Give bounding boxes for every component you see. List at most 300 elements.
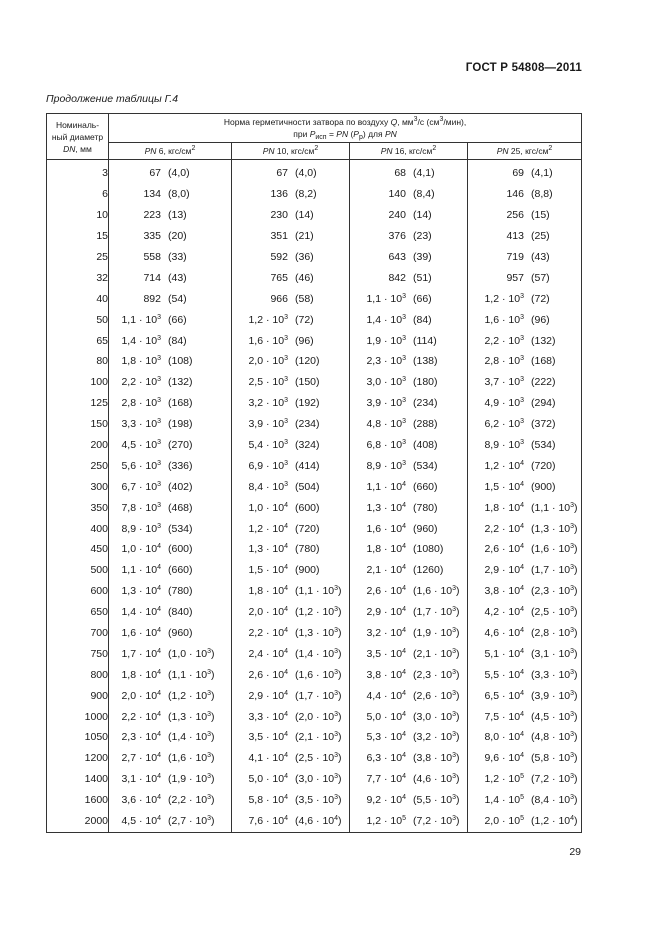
flow-cm3-value: (4,1) xyxy=(531,167,553,180)
flow-cm3-value: $(2,3 \cdot 10^3)$ xyxy=(413,668,460,681)
flow-mm3-value: $2,2 \cdot 10^3$ xyxy=(121,376,161,389)
flow-cm3-value: $(3,5 \cdot 10^3)$ xyxy=(295,794,342,807)
flow-mm3-value: $1,2 \cdot 10^3$ xyxy=(484,292,524,305)
flow-mm3-value: $3,5 \cdot 10^4$ xyxy=(366,647,406,660)
flow-mm3-value: $1,5 \cdot 10^4$ xyxy=(248,564,288,577)
value-cell xyxy=(232,226,350,247)
flow-mm3-value: $1,4 \cdot 10^3$ xyxy=(366,313,406,326)
value-cell xyxy=(468,602,582,623)
flow-cm3-value: (372) xyxy=(531,418,556,431)
value-cell xyxy=(468,769,582,790)
value-cell xyxy=(468,351,582,372)
value-cell xyxy=(350,790,468,811)
value-cell xyxy=(232,309,350,330)
value-cell xyxy=(468,435,582,456)
flow-mm3-value: $1,9 \cdot 10^3$ xyxy=(366,334,406,347)
value-cell xyxy=(232,727,350,748)
flow-mm3-value: 230 xyxy=(270,209,288,222)
flow-cm3-value: $(1,6 \cdot 10^3)$ xyxy=(295,668,342,681)
flow-mm3-value: 240 xyxy=(388,209,406,222)
page-number: 29 xyxy=(569,846,581,858)
flow-mm3-value: $4,1 \cdot 10^4$ xyxy=(248,752,288,765)
flow-mm3-value: $4,5 \cdot 10^4$ xyxy=(121,815,161,828)
flow-mm3-value: $1,0 \cdot 10^4$ xyxy=(248,501,288,514)
flow-cm3-value: (504) xyxy=(295,480,320,493)
value-cell xyxy=(109,643,232,664)
flow-mm3-value: $3,2 \cdot 10^3$ xyxy=(248,397,288,410)
flow-cm3-value: $(2,8 \cdot 10^3)$ xyxy=(531,627,578,640)
flow-cm3-value: $(2,6 \cdot 10^3)$ xyxy=(413,689,460,702)
flow-mm3-value: $8,9 \cdot 10^3$ xyxy=(366,459,406,472)
flow-mm3-value: $7,6 \cdot 10^4$ xyxy=(248,815,288,828)
flow-mm3-value: 223 xyxy=(143,209,161,222)
flow-mm3-value: $2,3 \cdot 10^3$ xyxy=(366,355,406,368)
table-row xyxy=(47,518,582,539)
table-row xyxy=(47,748,582,769)
flow-mm3-value: $3,3 \cdot 10^3$ xyxy=(121,418,161,431)
flow-mm3-value: $6,8 \cdot 10^3$ xyxy=(366,439,406,452)
flow-cm3-value: (960) xyxy=(413,522,438,535)
value-cell xyxy=(350,560,468,581)
table-row xyxy=(47,769,582,790)
flow-cm3-value: (180) xyxy=(413,376,438,389)
table-row xyxy=(47,455,582,476)
flow-cm3-value: (33) xyxy=(168,251,187,263)
value-cell xyxy=(109,351,232,372)
flow-mm3-value: $4,4 \cdot 10^4$ xyxy=(366,689,406,702)
flow-mm3-value: $4,8 \cdot 10^3$ xyxy=(366,418,406,431)
value-cell xyxy=(109,226,232,247)
value-cell xyxy=(232,811,350,832)
flow-mm3-value: $2,0 \cdot 10^5$ xyxy=(484,815,524,828)
value-cell xyxy=(109,435,232,456)
flow-mm3-value: $6,2 \cdot 10^3$ xyxy=(484,418,524,431)
table-row xyxy=(47,602,582,623)
value-cell xyxy=(109,163,232,184)
flow-mm3-value: $2,1 \cdot 10^4$ xyxy=(366,564,406,577)
flow-mm3-value: 592 xyxy=(270,251,288,263)
value-cell xyxy=(350,435,468,456)
flow-cm3-value: $(3,2 \cdot 10^3)$ xyxy=(413,731,460,744)
value-cell xyxy=(232,393,350,414)
flow-cm3-value: $(4,6 \cdot 10^3)$ xyxy=(413,773,460,786)
value-cell xyxy=(109,247,232,268)
table-row xyxy=(47,205,582,226)
flow-cm3-value: (324) xyxy=(295,439,320,452)
flow-mm3-value: $1,6 \cdot 10^3$ xyxy=(484,313,524,326)
flow-cm3-value: (534) xyxy=(168,522,193,535)
dn-cell: 50 xyxy=(47,309,109,330)
flow-mm3-value: $1,2 \cdot 10^4$ xyxy=(248,522,288,535)
flow-cm3-value: $(1,2 \cdot 10^4)$ xyxy=(531,815,578,828)
flow-cm3-value: (108) xyxy=(168,355,193,368)
value-cell xyxy=(109,727,232,748)
value-cell xyxy=(109,623,232,644)
value-cell xyxy=(109,706,232,727)
flow-mm3-value: $6,3 \cdot 10^4$ xyxy=(366,752,406,765)
value-cell xyxy=(350,497,468,518)
flow-mm3-value: 351 xyxy=(270,230,288,243)
flow-cm3-value: (414) xyxy=(295,459,320,472)
flow-cm3-value: (114) xyxy=(413,334,437,347)
flow-mm3-value: $5,0 \cdot 10^4$ xyxy=(248,773,288,786)
flow-cm3-value: (900) xyxy=(531,480,556,493)
table-row xyxy=(47,497,582,518)
flow-cm3-value: (58) xyxy=(295,292,314,305)
column-header-pn10: PN 10, кгс/$см^2$ xyxy=(232,143,350,160)
flow-mm3-value: $1,8 \cdot 10^4$ xyxy=(121,668,161,681)
flow-cm3-value: (168) xyxy=(168,397,193,410)
table-row xyxy=(47,184,582,205)
dn-cell: 700 xyxy=(47,623,109,644)
table-row xyxy=(47,414,582,435)
flow-cm3-value: (96) xyxy=(531,313,550,326)
flow-cm3-value: (14) xyxy=(295,209,314,222)
flow-mm3-value: 69 xyxy=(512,167,524,180)
value-cell xyxy=(232,184,350,205)
value-cell xyxy=(468,476,582,497)
value-cell xyxy=(468,226,582,247)
flow-cm3-value: (4,1) xyxy=(413,167,435,180)
flow-cm3-value: (8,2) xyxy=(295,188,317,201)
flow-mm3-value: $6,9 \cdot 10^3$ xyxy=(248,459,288,472)
flow-mm3-value: $2,8 \cdot 10^3$ xyxy=(121,397,161,410)
flow-cm3-value: $(5,5 \cdot 10^3)$ xyxy=(413,794,460,807)
flow-cm3-value: (138) xyxy=(413,355,438,368)
value-cell xyxy=(350,226,468,247)
flow-cm3-value: $(1,1 \cdot 10^3)$ xyxy=(531,501,578,514)
flow-cm3-value: (960) xyxy=(168,627,193,640)
flow-mm3-value: 558 xyxy=(143,251,161,263)
table-row xyxy=(47,309,582,330)
flow-cm3-value: (720) xyxy=(531,459,556,472)
flow-mm3-value: $6,5 \cdot 10^4$ xyxy=(484,689,524,702)
table-row xyxy=(47,435,582,456)
value-cell xyxy=(468,643,582,664)
flow-cm3-value: $(1,1 \cdot 10^3)$ xyxy=(168,668,215,681)
table-row xyxy=(47,727,582,748)
dn-cell: 40 xyxy=(47,288,109,309)
flow-mm3-value: $8,0 \cdot 10^4$ xyxy=(484,731,524,744)
table-caption: Продолжение таблицы Г.4 xyxy=(46,93,179,105)
value-cell xyxy=(109,560,232,581)
dn-cell: 900 xyxy=(47,685,109,706)
flow-mm3-value: $4,5 \cdot 10^3$ xyxy=(121,439,161,452)
flow-mm3-value: $2,2 \cdot 10^4$ xyxy=(484,522,524,535)
dn-cell: 1000 xyxy=(47,706,109,727)
value-cell xyxy=(468,309,582,330)
flow-cm3-value: $(1,7 \cdot 10^3)$ xyxy=(413,606,460,619)
value-cell xyxy=(109,790,232,811)
table-row xyxy=(47,581,582,602)
value-cell xyxy=(468,184,582,205)
value-cell xyxy=(350,163,468,184)
flow-mm3-value: $2,0 \cdot 10^3$ xyxy=(248,355,288,368)
flow-mm3-value: $2,7 \cdot 10^4$ xyxy=(121,752,161,765)
flow-cm3-value: (14) xyxy=(413,209,432,222)
value-cell xyxy=(109,267,232,288)
table-row xyxy=(47,163,582,184)
flow-cm3-value: (72) xyxy=(295,313,314,326)
flow-cm3-value: $(1,4 \cdot 10^3)$ xyxy=(295,647,342,660)
flow-cm3-value: (8,0) xyxy=(168,188,190,201)
flow-cm3-value: $(3,0 \cdot 10^3)$ xyxy=(295,773,342,786)
flow-cm3-value: (23) xyxy=(413,230,432,243)
flow-cm3-value: $(1,6 \cdot 10^3)$ xyxy=(168,752,215,765)
value-cell xyxy=(232,560,350,581)
flow-mm3-value: 719 xyxy=(506,251,524,263)
flow-mm3-value: $2,2 \cdot 10^4$ xyxy=(248,627,288,640)
value-cell xyxy=(350,539,468,560)
table-row xyxy=(47,247,582,268)
flow-mm3-value: 136 xyxy=(270,188,288,201)
flow-cm3-value: (840) xyxy=(168,606,193,619)
flow-cm3-value: (600) xyxy=(295,501,320,514)
flow-mm3-value: 134 xyxy=(143,188,161,201)
flow-cm3-value: (780) xyxy=(295,543,320,556)
dn-cell: 65 xyxy=(47,330,109,351)
value-cell xyxy=(350,518,468,539)
value-cell xyxy=(350,309,468,330)
dn-cell: 1050 xyxy=(47,727,109,748)
dn-cell: 2000 xyxy=(47,811,109,832)
flow-mm3-value: $4,2 \cdot 10^4$ xyxy=(484,606,524,619)
flow-cm3-value: $(4,5 \cdot 10^3)$ xyxy=(531,710,578,723)
flow-cm3-value: (222) xyxy=(531,376,556,389)
value-cell xyxy=(232,435,350,456)
flow-mm3-value: 140 xyxy=(388,188,406,201)
value-cell xyxy=(350,247,468,268)
value-cell xyxy=(468,163,582,184)
dn-cell: 100 xyxy=(47,372,109,393)
value-cell xyxy=(232,581,350,602)
dn-cell: 800 xyxy=(47,664,109,685)
flow-cm3-value: (900) xyxy=(295,564,320,577)
flow-mm3-value: $1,8 \cdot 10^3$ xyxy=(121,355,161,368)
flow-cm3-value: (54) xyxy=(168,292,187,305)
flow-cm3-value: $(1,2 \cdot 10^3)$ xyxy=(168,689,215,702)
value-cell xyxy=(468,205,582,226)
value-cell xyxy=(232,790,350,811)
flow-cm3-value: (600) xyxy=(168,543,193,556)
value-cell xyxy=(232,455,350,476)
value-cell xyxy=(350,706,468,727)
flow-cm3-value: (234) xyxy=(413,397,438,410)
value-cell xyxy=(468,247,582,268)
flow-mm3-value: $3,7 \cdot 10^3$ xyxy=(484,376,524,389)
value-cell xyxy=(468,811,582,832)
table-row xyxy=(47,539,582,560)
flow-mm3-value: $5,5 \cdot 10^4$ xyxy=(484,668,524,681)
table-row xyxy=(47,267,582,288)
value-cell xyxy=(232,664,350,685)
flow-mm3-value: $3,2 \cdot 10^4$ xyxy=(366,627,406,640)
value-cell xyxy=(350,184,468,205)
flow-cm3-value: $(7,2 \cdot 10^3)$ xyxy=(531,773,578,786)
value-cell xyxy=(109,205,232,226)
flow-mm3-value: $1,4 \cdot 10^4$ xyxy=(121,606,161,619)
flow-mm3-value: $1,2 \cdot 10^3$ xyxy=(248,313,288,326)
flow-mm3-value: 842 xyxy=(388,271,406,284)
flow-cm3-value: (72) xyxy=(531,292,550,305)
flow-cm3-value: $(3,9 \cdot 10^3)$ xyxy=(531,689,578,702)
dn-cell: 6 xyxy=(47,184,109,205)
flow-cm3-value: (132) xyxy=(531,334,556,347)
value-cell xyxy=(350,414,468,435)
flow-cm3-value: (120) xyxy=(295,355,320,368)
value-cell xyxy=(109,414,232,435)
value-cell xyxy=(109,685,232,706)
flow-cm3-value: $(2,5 \cdot 10^3)$ xyxy=(531,606,578,619)
flow-cm3-value: (402) xyxy=(168,480,193,493)
flow-mm3-value: 68 xyxy=(394,167,406,180)
flow-cm3-value: (13) xyxy=(168,209,187,222)
value-cell xyxy=(350,581,468,602)
value-cell xyxy=(468,497,582,518)
value-cell xyxy=(232,769,350,790)
column-header-pn6: PN 6, кгс/$см^2$ xyxy=(109,143,232,160)
flow-cm3-value: $(1,3 \cdot 10^3)$ xyxy=(531,522,578,535)
flow-cm3-value: (660) xyxy=(168,564,193,577)
flow-mm3-value: $3,8 \cdot 10^4$ xyxy=(366,668,406,681)
flow-cm3-value: (192) xyxy=(295,397,320,410)
value-cell xyxy=(468,539,582,560)
value-cell xyxy=(350,664,468,685)
flow-cm3-value: (1260) xyxy=(413,564,444,577)
value-cell xyxy=(468,393,582,414)
value-cell xyxy=(350,455,468,476)
flow-cm3-value: (780) xyxy=(168,585,193,598)
flow-cm3-value: $(5,8 \cdot 10^3)$ xyxy=(531,752,578,765)
flow-mm3-value: $8,4 \cdot 10^3$ xyxy=(248,480,288,493)
value-cell xyxy=(232,330,350,351)
value-cell xyxy=(109,539,232,560)
flow-mm3-value: $2,6 \cdot 10^4$ xyxy=(484,543,524,556)
dn-cell: 250 xyxy=(47,455,109,476)
flow-cm3-value: $(2,7 \cdot 10^3)$ xyxy=(168,815,215,828)
flow-mm3-value: $2,5 \cdot 10^3$ xyxy=(248,376,288,389)
flow-cm3-value: (294) xyxy=(531,397,556,410)
flow-cm3-value: (84) xyxy=(413,313,432,326)
flow-mm3-value: $1,3 \cdot 10^4$ xyxy=(248,543,288,556)
value-cell xyxy=(350,205,468,226)
value-cell xyxy=(350,685,468,706)
table-row xyxy=(47,790,582,811)
value-cell xyxy=(350,811,468,832)
dn-cell: 500 xyxy=(47,560,109,581)
value-cell xyxy=(232,205,350,226)
value-cell xyxy=(109,330,232,351)
dn-cell: 1200 xyxy=(47,748,109,769)
flow-mm3-value: $2,9 \cdot 10^4$ xyxy=(248,689,288,702)
value-cell xyxy=(468,560,582,581)
dn-cell: 400 xyxy=(47,518,109,539)
flow-mm3-value: $1,0 \cdot 10^4$ xyxy=(121,543,161,556)
value-cell xyxy=(109,602,232,623)
flow-cm3-value: $(3,1 \cdot 10^3)$ xyxy=(531,647,578,660)
value-cell xyxy=(350,476,468,497)
flow-cm3-value: $(1,1 \cdot 10^3)$ xyxy=(295,585,342,598)
value-cell xyxy=(109,518,232,539)
flow-mm3-value: $5,6 \cdot 10^3$ xyxy=(121,459,161,472)
dn-cell: 15 xyxy=(47,226,109,247)
flow-cm3-value: $(3,0 \cdot 10^3)$ xyxy=(413,710,460,723)
flow-cm3-value: $(4,6 \cdot 10^4)$ xyxy=(295,815,342,828)
value-cell xyxy=(232,163,350,184)
flow-mm3-value: $1,3 \cdot 10^4$ xyxy=(366,501,406,514)
dn-cell: 32 xyxy=(47,267,109,288)
value-cell xyxy=(468,790,582,811)
value-cell xyxy=(109,581,232,602)
flow-mm3-value: $4,6 \cdot 10^4$ xyxy=(484,627,524,640)
dn-cell: 1400 xyxy=(47,769,109,790)
flow-mm3-value: $1,7 \cdot 10^4$ xyxy=(121,647,161,660)
value-cell xyxy=(232,539,350,560)
flow-cm3-value: (198) xyxy=(168,418,193,431)
flow-mm3-value: 256 xyxy=(506,209,524,222)
value-cell xyxy=(468,518,582,539)
flow-cm3-value: (8,8) xyxy=(531,188,553,201)
flow-cm3-value: (720) xyxy=(295,522,320,535)
dn-column-header: Номиналь- ный диаметр DN, мм xyxy=(47,114,109,160)
flow-mm3-value: $4,9 \cdot 10^3$ xyxy=(484,397,524,410)
value-cell xyxy=(232,372,350,393)
flow-mm3-value: $3,6 \cdot 10^4$ xyxy=(121,794,161,807)
flow-cm3-value: (288) xyxy=(413,418,438,431)
flow-mm3-value: $1,4 \cdot 10^3$ xyxy=(121,334,161,347)
flow-cm3-value: (43) xyxy=(531,251,550,263)
flow-mm3-value: $1,6 \cdot 10^4$ xyxy=(366,522,406,535)
flow-mm3-value: $3,3 \cdot 10^4$ xyxy=(248,710,288,723)
flow-mm3-value: $9,2 \cdot 10^4$ xyxy=(366,794,406,807)
flow-cm3-value: (1080) xyxy=(413,543,444,556)
flow-mm3-value: 146 xyxy=(506,188,524,201)
flow-mm3-value: $2,6 \cdot 10^4$ xyxy=(248,668,288,681)
dn-cell: 10 xyxy=(47,205,109,226)
flow-mm3-value: $2,9 \cdot 10^4$ xyxy=(366,606,406,619)
flow-cm3-value: (150) xyxy=(295,376,320,389)
flow-cm3-value: (4,0) xyxy=(168,167,190,180)
flow-mm3-value: 376 xyxy=(388,230,406,243)
value-cell xyxy=(468,372,582,393)
flow-cm3-value: $(3,3 \cdot 10^3)$ xyxy=(531,668,578,681)
flow-cm3-value: (66) xyxy=(413,292,432,305)
value-cell xyxy=(109,497,232,518)
value-cell xyxy=(232,518,350,539)
flow-mm3-value: $2,3 \cdot 10^4$ xyxy=(121,731,161,744)
flow-cm3-value: (660) xyxy=(413,480,438,493)
flow-cm3-value: (534) xyxy=(413,459,438,472)
dn-cell: 350 xyxy=(47,497,109,518)
flow-cm3-value: (534) xyxy=(531,439,556,452)
value-cell xyxy=(350,393,468,414)
flow-mm3-value: $1,6 \cdot 10^4$ xyxy=(121,627,161,640)
dn-cell: 450 xyxy=(47,539,109,560)
flow-cm3-value: (168) xyxy=(531,355,556,368)
flow-cm3-value: (43) xyxy=(168,271,187,284)
value-cell xyxy=(350,727,468,748)
flow-cm3-value: (39) xyxy=(413,251,432,263)
value-cell xyxy=(232,414,350,435)
value-cell xyxy=(109,288,232,309)
value-cell xyxy=(232,288,350,309)
value-cell xyxy=(109,476,232,497)
flow-mm3-value: $5,1 \cdot 10^4$ xyxy=(484,647,524,660)
flow-cm3-value: $(1,6 \cdot 10^3)$ xyxy=(531,543,578,556)
flow-cm3-value: $(4,8 \cdot 10^3)$ xyxy=(531,731,578,744)
table-row xyxy=(47,351,582,372)
flow-mm3-value: $3,9 \cdot 10^3$ xyxy=(366,397,406,410)
